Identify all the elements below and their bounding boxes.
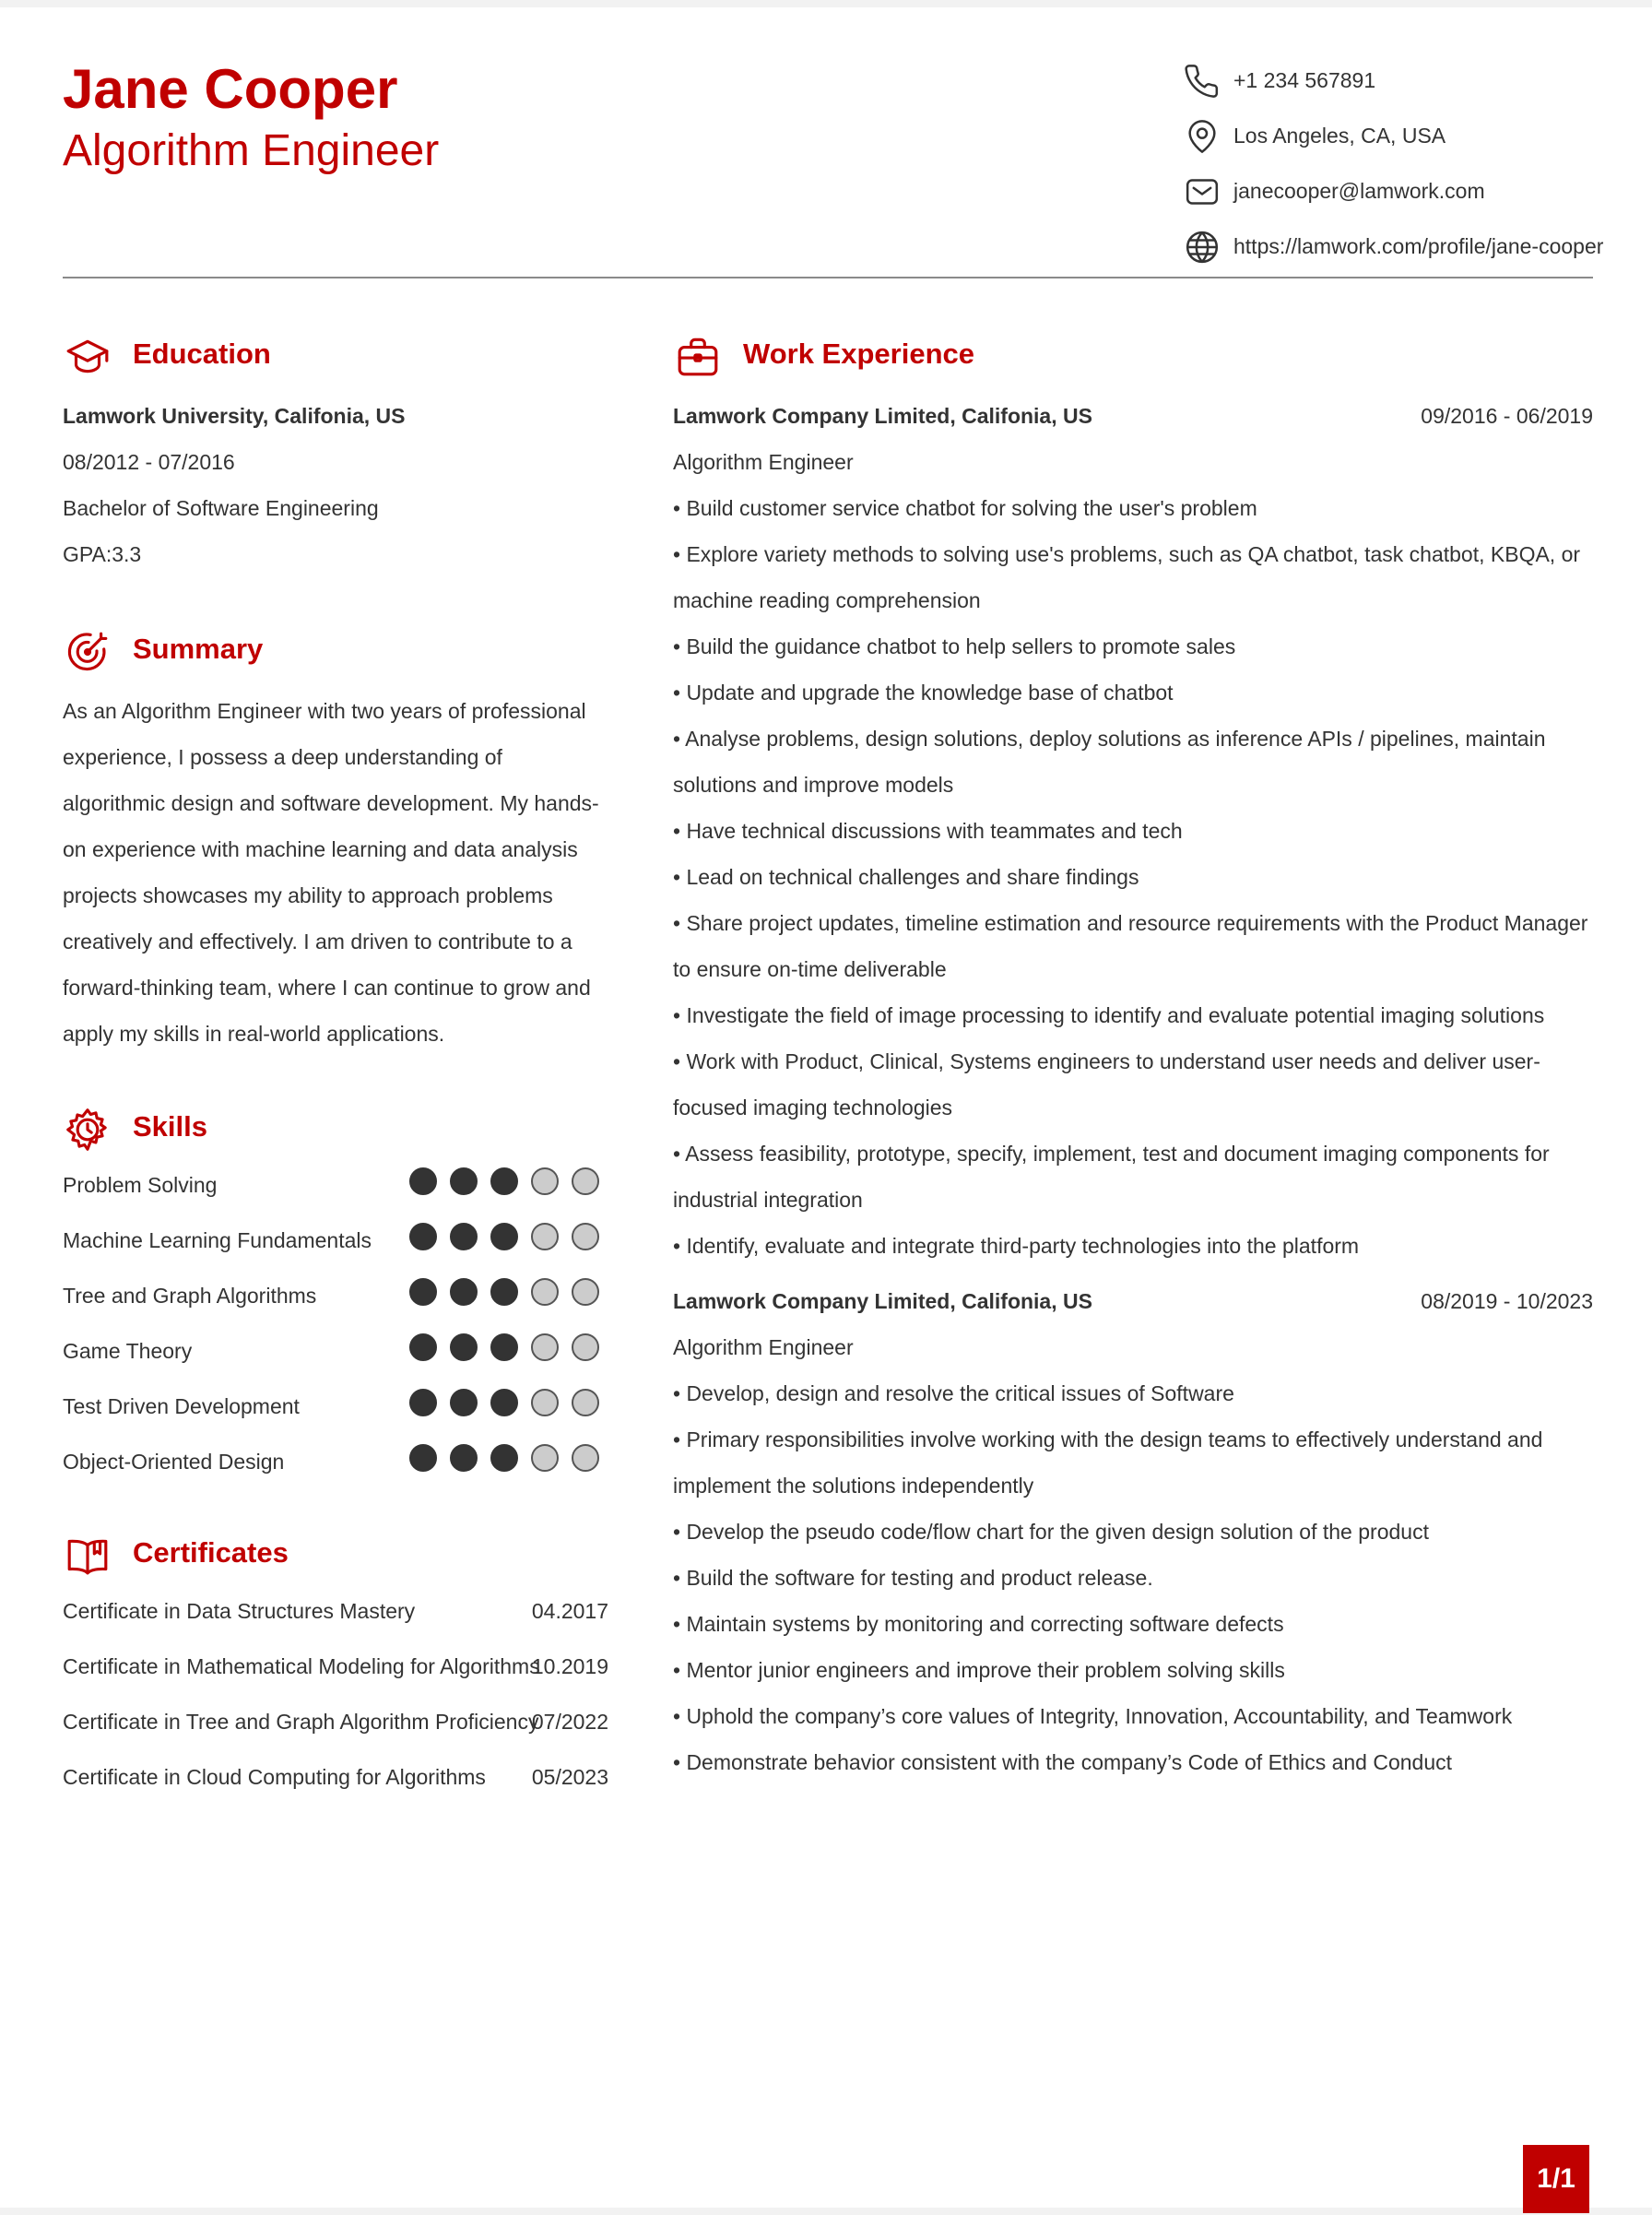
briefcase-icon xyxy=(675,334,721,380)
location-pin-icon xyxy=(1184,118,1221,155)
job-role: Algorithm Engineer xyxy=(673,1335,854,1359)
skill-row xyxy=(63,1435,608,1490)
rating-dot-filled xyxy=(409,1223,437,1250)
job-bullet: • Investigate the field of image processing to identify and evaluate potential imaging solutions xyxy=(673,1003,1545,1027)
certificate-row xyxy=(63,1695,608,1750)
globe-icon xyxy=(1184,229,1221,266)
target-icon xyxy=(65,629,111,675)
skill-name: Object-Oriented Design xyxy=(63,1450,285,1474)
work-heading xyxy=(673,326,1593,382)
certificate-date: 07/2022 xyxy=(531,1710,608,1734)
job-header xyxy=(673,1278,1593,1324)
skill-row xyxy=(63,1214,608,1269)
contact-email xyxy=(1184,168,1593,223)
rating-dot-filled xyxy=(409,1444,437,1472)
mail-icon xyxy=(1184,173,1221,210)
job-company: Lamwork Company Limited, Califonia, US xyxy=(673,404,1092,428)
job-company: Lamwork Company Limited, Califonia, US xyxy=(673,1289,1092,1313)
skill-name: Test Driven Development xyxy=(63,1394,300,1418)
rating-dot-empty xyxy=(572,1223,599,1250)
job-entry xyxy=(673,393,1593,1278)
phone-icon xyxy=(1184,63,1221,100)
page-indicator: 1/1 xyxy=(1523,2145,1589,2213)
rating-dot-filled xyxy=(409,1278,437,1306)
education-gpa: GPA:3.3 xyxy=(63,542,142,566)
summary-heading xyxy=(63,622,608,677)
rating-dot-filled xyxy=(409,1333,437,1361)
phone-number: +1 234 567891 xyxy=(1233,68,1376,92)
job-dates: 08/2019 - 10/2023 xyxy=(1421,1289,1593,1313)
certificate-name: Certificate in Cloud Computing for Algorithms xyxy=(63,1765,486,1789)
education-title: Education xyxy=(133,338,271,370)
job-bullet: • Uphold the company’s core values of Integrity, Innovation, Accountability, and Teamwork xyxy=(673,1704,1513,1728)
job-bullet: • Assess feasibility, prototype, specify, implement, test and document imaging components for industrial integration xyxy=(673,1142,1550,1212)
skill-name: Problem Solving xyxy=(63,1173,218,1197)
gear-clock-icon xyxy=(65,1107,111,1153)
rating-dot-filled xyxy=(450,1223,478,1250)
summary-title: Summary xyxy=(133,633,264,665)
rating-dot-empty xyxy=(531,1167,559,1195)
rating-dot-filled xyxy=(450,1389,478,1416)
candidate-title: Algorithm Engineer xyxy=(63,126,440,175)
contact-location xyxy=(1184,113,1593,168)
certificate-row xyxy=(63,1584,608,1640)
job-bullet: • Build the software for testing and product release. xyxy=(673,1566,1153,1590)
skill-name: Tree and Graph Algorithms xyxy=(63,1284,317,1308)
certificate-date: 10.2019 xyxy=(531,1654,608,1678)
education-degree: Bachelor of Software Engineering xyxy=(63,496,379,520)
rating-dot-filled xyxy=(450,1278,478,1306)
email-link[interactable]: janecooper@lamwork.com xyxy=(1233,179,1485,203)
job-bullet: • Identify, evaluate and integrate third-party technologies into the platform xyxy=(673,1234,1360,1258)
job-entry xyxy=(673,1278,1593,1785)
work-title: Work Experience xyxy=(743,338,974,370)
location-text: Los Angeles, CA, USA xyxy=(1233,124,1446,148)
rating-dot-empty xyxy=(531,1278,559,1306)
skill-name: Game Theory xyxy=(63,1339,193,1363)
job-bullet: • Demonstrate behavior consistent with the company’s Code of Ethics and Conduct xyxy=(673,1750,1453,1774)
rating-dot-empty xyxy=(572,1278,599,1306)
rating-dot-empty xyxy=(531,1389,559,1416)
job-bullet: • Build the guidance chatbot to help sellers to promote sales xyxy=(673,634,1236,658)
job-role: Algorithm Engineer xyxy=(673,450,854,474)
certificate-date: 05/2023 xyxy=(531,1765,608,1789)
website-link[interactable]: https://lamwork.com/profile/jane-cooper xyxy=(1233,234,1604,258)
job-bullet: • Build customer service chatbot for solving the user's problem xyxy=(673,496,1257,520)
skill-row xyxy=(63,1269,608,1324)
graduation-cap-icon xyxy=(65,334,111,380)
job-bullet: • Explore variety methods to solving use's problems, such as QA chatbot, task chatbot, KBQA, or machine reading comprehension xyxy=(673,542,1581,612)
rating-dot-empty xyxy=(572,1444,599,1472)
resume-page xyxy=(0,7,1652,2208)
job-bullet: • Share project updates, timeline estimation and resource requirements with the Product Manager to ensure on-time deliverable xyxy=(673,911,1588,981)
rating-dot-filled xyxy=(450,1167,478,1195)
job-bullet: • Develop the pseudo code/flow chart for the given design solution of the product xyxy=(673,1520,1429,1544)
header-divider xyxy=(63,277,1593,278)
certificate-row xyxy=(63,1750,608,1806)
rating-dot-filled xyxy=(450,1333,478,1361)
certificate-name: Certificate in Mathematical Modeling for Algorithms xyxy=(63,1654,540,1678)
certificate-date: 04.2017 xyxy=(531,1599,608,1623)
skills-title: Skills xyxy=(133,1110,207,1143)
right-column xyxy=(673,326,1593,1785)
certificate-row xyxy=(63,1640,608,1695)
job-bullet: • Maintain systems by monitoring and correcting software defects xyxy=(673,1612,1284,1636)
job-bullet: • Update and upgrade the knowledge base of chatbot xyxy=(673,681,1174,705)
skill-row xyxy=(63,1324,608,1380)
certificates-list xyxy=(63,1584,608,1806)
education-school: Lamwork University, Califonia, US xyxy=(63,404,406,428)
contact-website xyxy=(1184,223,1604,278)
rating-dot-filled xyxy=(490,1333,518,1361)
rating-dot-filled xyxy=(409,1389,437,1416)
job-bullet: • Analyse problems, design solutions, deploy solutions as inference APIs / pipelines, maintain solutions and improve models xyxy=(673,727,1546,797)
education-dates: 08/2012 - 07/2016 xyxy=(63,450,235,474)
resume-header xyxy=(63,57,1604,288)
education-heading xyxy=(63,326,608,382)
book-icon xyxy=(65,1533,111,1579)
certificates-title: Certificates xyxy=(133,1536,289,1569)
rating-dot-filled xyxy=(490,1278,518,1306)
rating-dot-empty xyxy=(572,1389,599,1416)
rating-dot-empty xyxy=(572,1167,599,1195)
skills-heading xyxy=(63,1099,608,1155)
contact-phone xyxy=(1184,57,1593,113)
skills-list xyxy=(63,1158,608,1490)
candidate-name: Jane Cooper xyxy=(63,58,398,120)
certificate-name: Certificate in Tree and Graph Algorithm Proficiency xyxy=(63,1710,539,1734)
job-bullet: • Work with Product, Clinical, Systems engineers to understand user needs and deliver user-focused imaging technologies xyxy=(673,1049,1540,1119)
job-bullet: • Primary responsibilities involve working with the design teams to effectively understand and implement the solutions independently xyxy=(673,1427,1543,1498)
job-bullet: • Have technical discussions with teammates and tech xyxy=(673,819,1183,843)
rating-dot-empty xyxy=(531,1444,559,1472)
job-bullet: • Lead on technical challenges and share findings xyxy=(673,865,1139,889)
summary-text: As an Algorithm Engineer with two years of professional experience, I possess a deep understanding of algorithmic design and software development. My hands-on experience with machine learning and data analysis projects showcases my ability to approach problems creatively and effectively. I am driven to contribute to a forward-thinking team, where I can continue to grow and apply my skills in real-world applications. xyxy=(63,699,599,1046)
rating-dot-empty xyxy=(572,1333,599,1361)
contact-list xyxy=(1184,57,1604,278)
jobs-list xyxy=(673,393,1593,1785)
skill-name: Machine Learning Fundamentals xyxy=(63,1228,372,1252)
certificates-heading xyxy=(63,1525,608,1581)
rating-dot-filled xyxy=(490,1167,518,1195)
job-dates: 09/2016 - 06/2019 xyxy=(1421,404,1593,428)
rating-dot-filled xyxy=(409,1167,437,1195)
job-bullet: • Mentor junior engineers and improve their problem solving skills xyxy=(673,1658,1285,1682)
left-column xyxy=(63,326,608,1806)
rating-dot-filled xyxy=(490,1389,518,1416)
rating-dot-filled xyxy=(490,1223,518,1250)
rating-dot-empty xyxy=(531,1333,559,1361)
job-bullet: • Develop, design and resolve the critical issues of Software xyxy=(673,1381,1234,1405)
rating-dot-filled xyxy=(490,1444,518,1472)
skill-row xyxy=(63,1158,608,1214)
job-header xyxy=(673,393,1593,439)
skill-row xyxy=(63,1380,608,1435)
rating-dot-empty xyxy=(531,1223,559,1250)
certificate-name: Certificate in Data Structures Mastery xyxy=(63,1599,416,1623)
rating-dot-filled xyxy=(450,1444,478,1472)
